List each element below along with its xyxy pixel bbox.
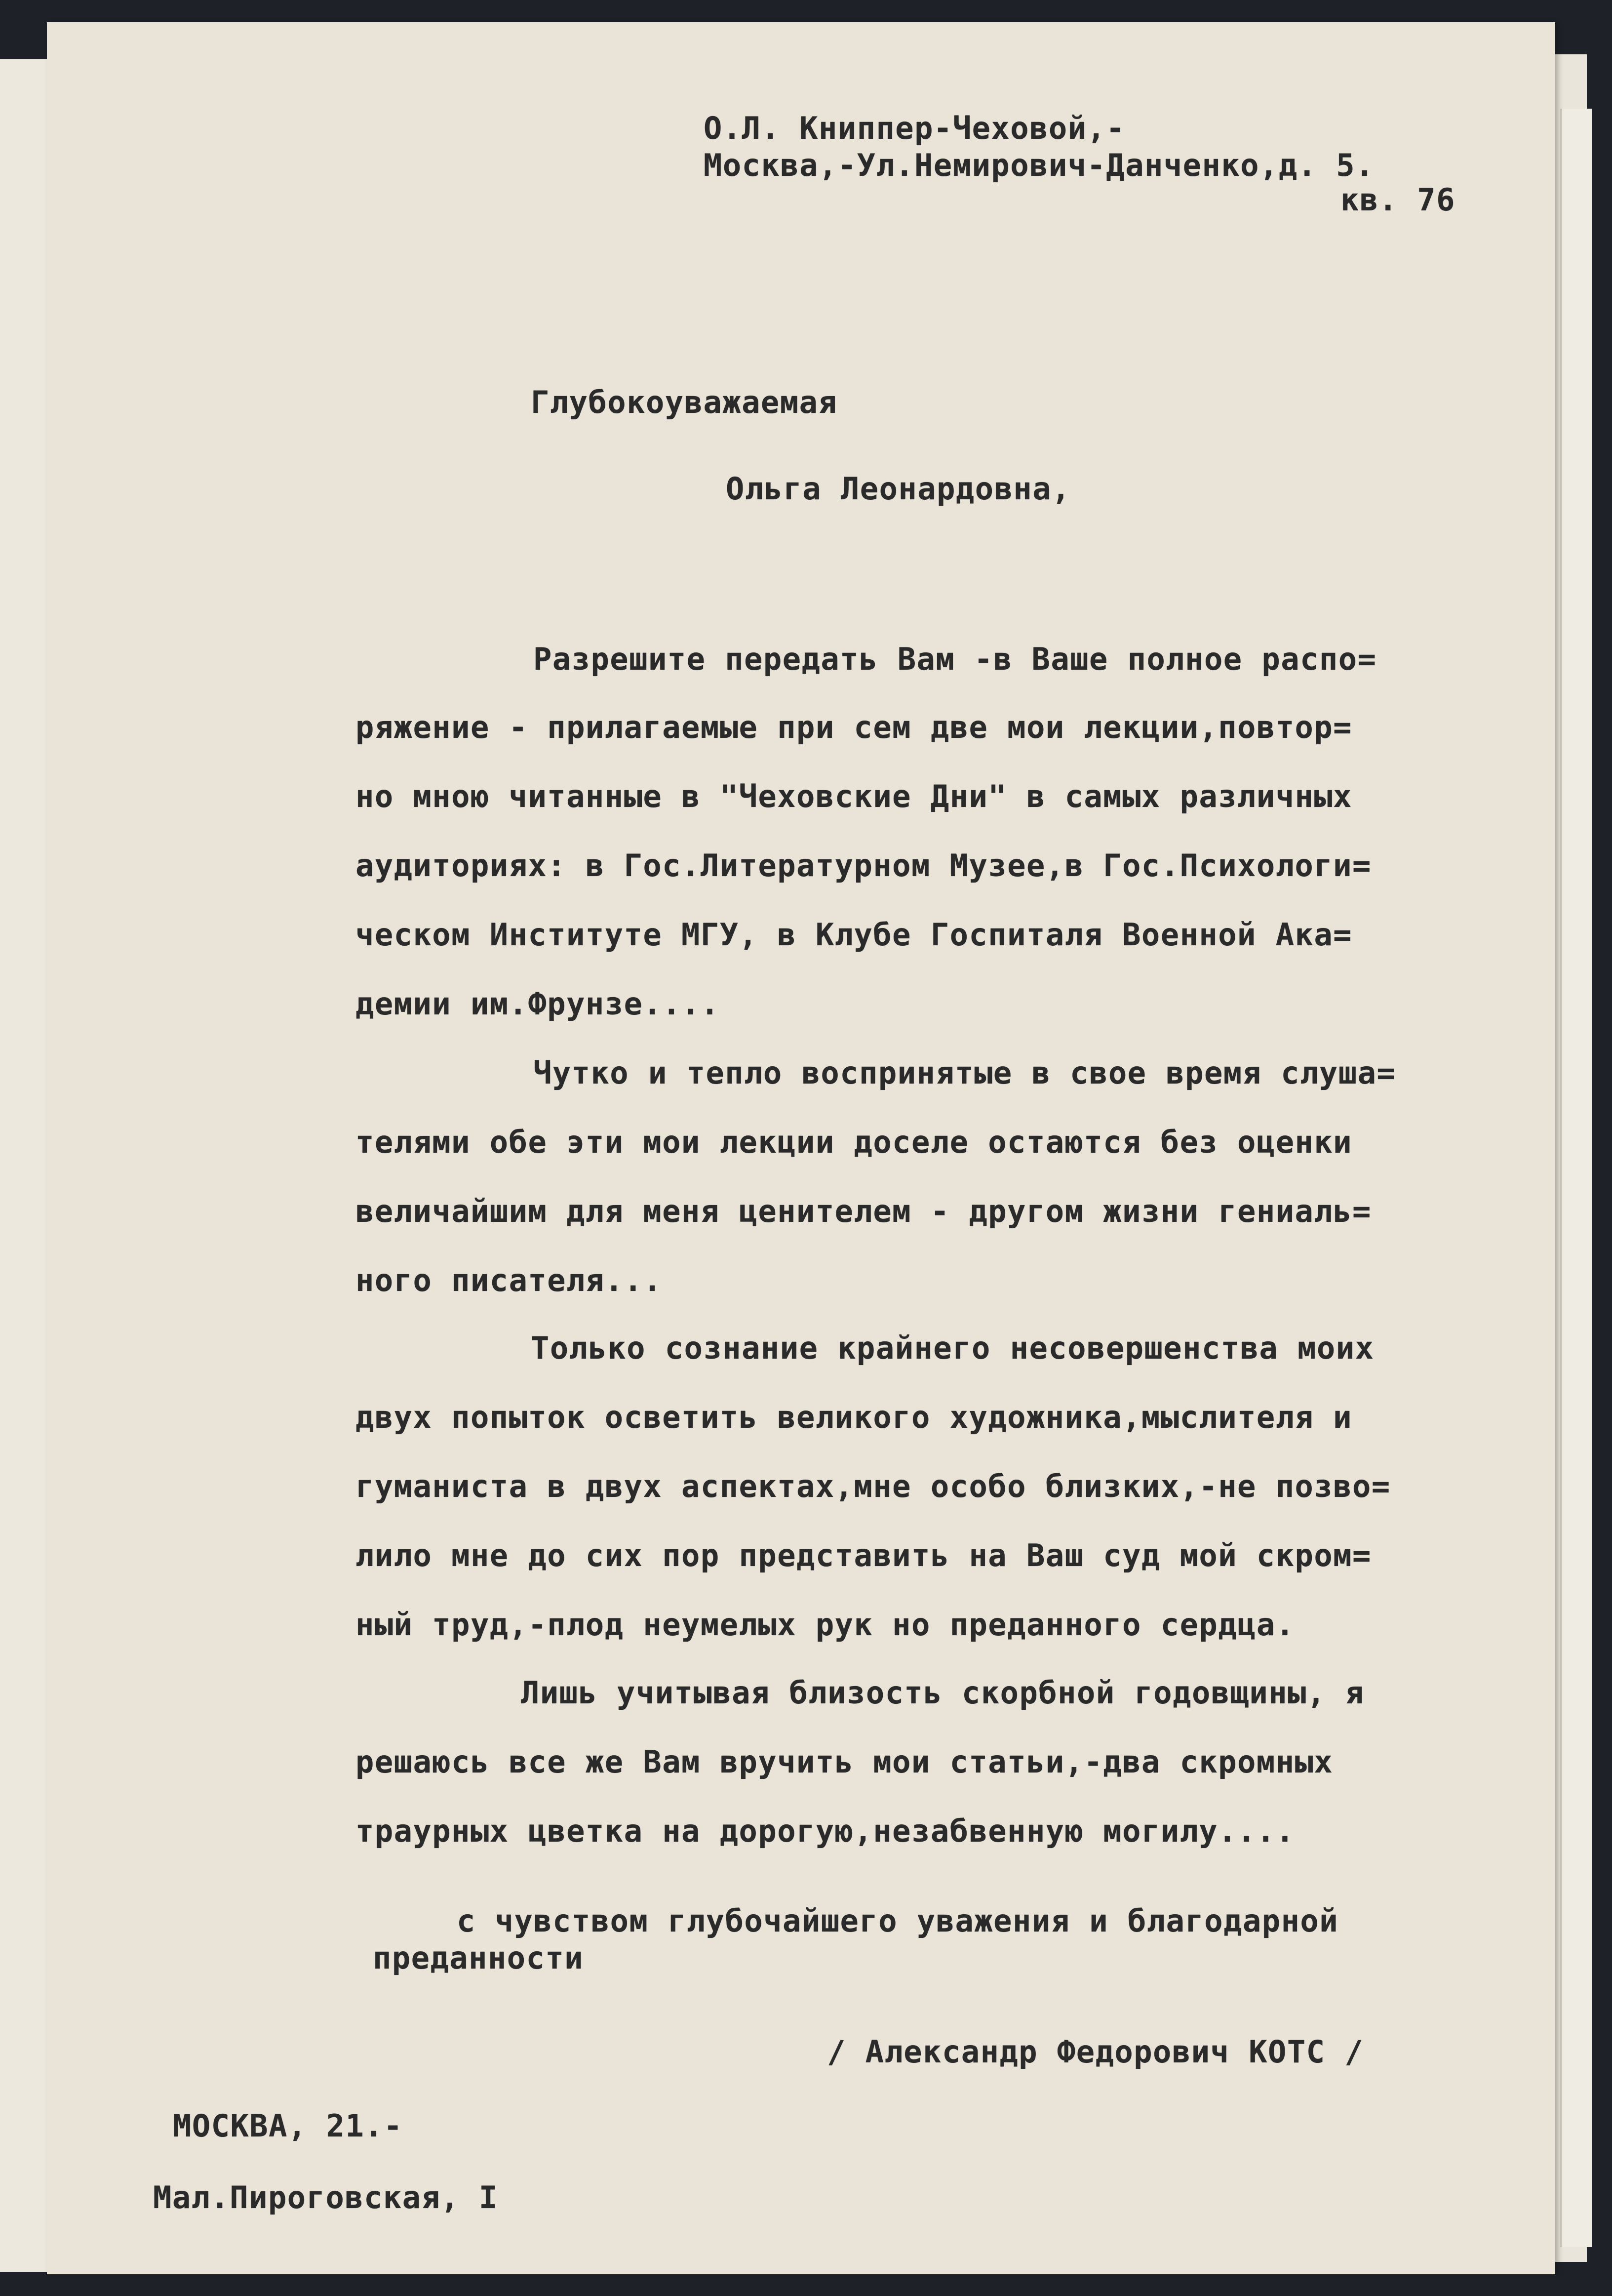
letter-page (47, 22, 1555, 2274)
body-line: телями обе эти мои лекции доселе остаются без оценки (355, 1124, 1353, 1160)
closing-line-1: с чувством глубочайшего уважения и благодарной (457, 1903, 1339, 1939)
body-line: ряжение - прилагаемые при сем две мои лекции,повтор= (355, 709, 1353, 745)
body-line: гуманиста в двух аспектах,мне особо близких,-не позво= (355, 1468, 1391, 1504)
body-line: демии им.Фрунзе.... (355, 986, 720, 1022)
backing-sheet (0, 59, 54, 2272)
body-line: ного писателя... (355, 1262, 663, 1298)
sender-city-line: МОСКВА, 21.- (173, 2108, 403, 2144)
body-line: двух попыток осветить великого художника,мыслителя и (355, 1399, 1353, 1435)
salutation-line-1: Глубокоуважаемая (531, 384, 838, 420)
underlying-sheet-edge-2 (1560, 109, 1592, 2247)
recipient-street-line: Москва,-Ул.Немирович-Данченко,д. 5. (704, 147, 1375, 183)
body-line: Лишь учитывая близость скорбной годовщины, я (521, 1675, 1365, 1711)
body-line: Чутко и тепло воспринятые в свое время слуша= (533, 1055, 1396, 1091)
body-line: величайшим для меня ценителем - другом жизни гениаль= (355, 1193, 1372, 1229)
sender-street-line: Мал.Пироговская, I (153, 2179, 498, 2215)
body-line: но мною читанные в "Чеховские Дни" в самых различных (355, 778, 1353, 814)
body-line: траурных цветка на дорогую,незабвенную могилу.... (355, 1813, 1295, 1849)
recipient-name-line: О.Л. Книппер-Чеховой,- (704, 110, 1126, 146)
recipient-apartment-line: кв. 76 (1340, 182, 1455, 218)
body-line: аудиториях: в Гос.Литературном Музее,в Гос.Психологи= (355, 847, 1372, 884)
body-line: решаюсь все же Вам вручить мои статьи,-два скромных (355, 1744, 1334, 1780)
body-line: ный труд,-плод неумелых рук но преданного сердца. (355, 1607, 1295, 1643)
closing-line-2: преданности (373, 1940, 584, 1976)
body-line: ческом Институте МГУ, в Клубе Госпиталя Военной Ака= (355, 917, 1353, 953)
body-line: лило мне до сих пор представить на Ваш суд мой скром= (355, 1537, 1372, 1573)
salutation-line-2: Ольга Леонардовна, (726, 471, 1071, 507)
body-line: Только сознание крайнего несовершенства моих (531, 1330, 1375, 1366)
body-line: Разрешите передать Вам -в Ваше полное распо= (533, 641, 1377, 677)
signature-line: / Александр Федорович КОТС / (827, 2034, 1364, 2070)
